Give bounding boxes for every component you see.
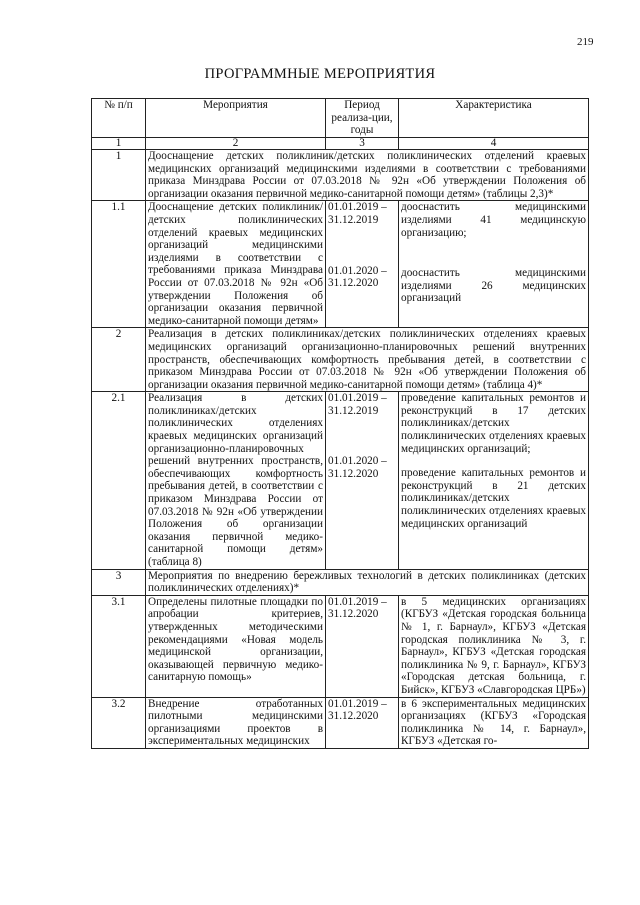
characteristic-text: дооснастить медицинскими изделиями 26 медицинских организаций — [401, 267, 586, 305]
table-row — [92, 569, 589, 595]
characteristic-cell — [399, 201, 589, 328]
header-num: № п/п — [92, 99, 146, 138]
table-row — [92, 201, 589, 328]
table-row — [92, 328, 589, 392]
table-row — [92, 697, 589, 748]
row-number: 2 — [92, 328, 146, 392]
column-number-row — [92, 138, 589, 150]
row-number: 1 — [92, 150, 146, 201]
characteristic-text: в 5 медицинских организациях (КГБУЗ «Детская городская больница № 1, г. Барнаул», КГБУЗ «Детская городская поликлиника № 3, г. Барнаул», КГБУЗ «Детская городская поликлиника № 9, г. Барнаул», КГБУЗ «Городская детская больница, г. Бийск», КГБУЗ «Славгородская ЦРБ») — [399, 595, 589, 697]
period-cell — [326, 201, 399, 328]
period-range: 01.01.2019 – 31.12.2019 — [328, 201, 387, 226]
page-title: ПРОГРАММНЫЕ МЕРОПРИЯТИЯ — [204, 66, 436, 82]
characteristic-text: в 6 экспериментальных медицинских организациях (КГБУЗ «Городская поликлиника № 14, г. Барнаул», КГБУЗ «Детская го- — [399, 697, 589, 748]
row-number: 3 — [92, 569, 146, 595]
characteristic-text: проведение капитальных ремонтов и реконструкций в 17 детских поликлиниках/детских поликлинических отделениях краевых медицинских организаций; — [401, 392, 586, 455]
section-text: Дооснащение детских поликлиник/детских поликлинических отделений краевых медицинских организаций медицинскими изделиями в соответствии с требованиями приказа Минздрава России от 07.03.2018 № 92н «Об утверждении Положения об организации оказания первичной медико-санитарной помощи детям» (таблицы 2,3)* — [146, 150, 589, 201]
page-number: 219 — [577, 36, 594, 48]
row-number: 3.2 — [92, 697, 146, 748]
period-range: 01.01.2019 – 31.12.2020 — [326, 595, 399, 697]
event-text: Реализация в детских поликлиниках/детских поликлинических отделениях краевых медицинских организаций организационно-планировочных решений внутренних пространств, обеспечивающих комфортность пребывания детей, в соответствии с приказом Минздрава России от 07.03.2018 № 92н «Об утверждении Положения об организации оказания первичной медико-санитарной помощи детям» (таблица 8) — [146, 392, 326, 569]
event-text: Дооснащение детских поликлиник/детских поликлинических отделений краевых медицинских организаций медицинскими изделиями в соответствии с требованиями приказа Минздрава России от 07.03.2018 № 92н «Об утверждении Положения об организации оказания первичной медико-санитарной помощи детям» — [146, 201, 326, 328]
table-row — [92, 150, 589, 201]
period-range: 01.01.2020 – 31.12.2020 — [328, 264, 387, 290]
event-text: Внедрение отработанных пилотными медицинскими организациями проектов в экспериментальных медицинских — [146, 697, 326, 748]
header-period: Период реализа-ции, годы — [326, 99, 399, 138]
period-range: 01.01.2019 – 31.12.2020 — [326, 697, 399, 748]
column-number: 3 — [326, 138, 399, 150]
table-header-row — [92, 99, 589, 138]
column-number: 2 — [146, 138, 326, 150]
row-number: 1.1 — [92, 201, 146, 328]
table-row — [92, 392, 589, 569]
table-row — [92, 595, 589, 697]
row-number: 2.1 — [92, 392, 146, 569]
period-range: 01.01.2019 – 31.12.2019 — [328, 392, 387, 417]
column-number: 1 — [92, 138, 146, 150]
event-text: Определены пилотные площадки по апробации критериев, утвержденных методическими рекомендациями «Новая модель медицинской организации, оказывающей первичную медико-санитарную помощь» — [146, 595, 326, 697]
program-events-table — [91, 98, 589, 749]
header-characteristic: Характеристика — [399, 99, 589, 138]
characteristic-cell — [399, 392, 589, 569]
column-number: 4 — [399, 138, 589, 150]
section-text: Реализация в детских поликлиниках/детских поликлинических отделениях краевых медицинских организаций организационно-планировочных решений внутренних пространств, обеспечивающих комфортность пребывания детей, в соответствии с приказом Минздрава России от 07.03.2018 № 92н «Об утверждении Положения об организации оказания первичной медико-санитарной помощи детям» (таблица 4)* — [146, 328, 589, 392]
characteristic-text: проведение капитальных ремонтов и реконструкций в 21 детских поликлиниках/детских поликлинических отделениях краевых медицинских организаций — [401, 467, 586, 530]
header-event: Мероприятия — [146, 99, 326, 138]
section-text: Мероприятия по внедрению бережливых технологий в детских поликлиниках (детских поликлинических отделениях)* — [146, 569, 589, 595]
period-cell — [326, 392, 399, 569]
characteristic-text: дооснастить медицинскими изделиями 41 медицинскую организацию; — [401, 201, 586, 239]
row-number: 3.1 — [92, 595, 146, 697]
period-range: 01.01.2020 – 31.12.2020 — [328, 455, 387, 481]
